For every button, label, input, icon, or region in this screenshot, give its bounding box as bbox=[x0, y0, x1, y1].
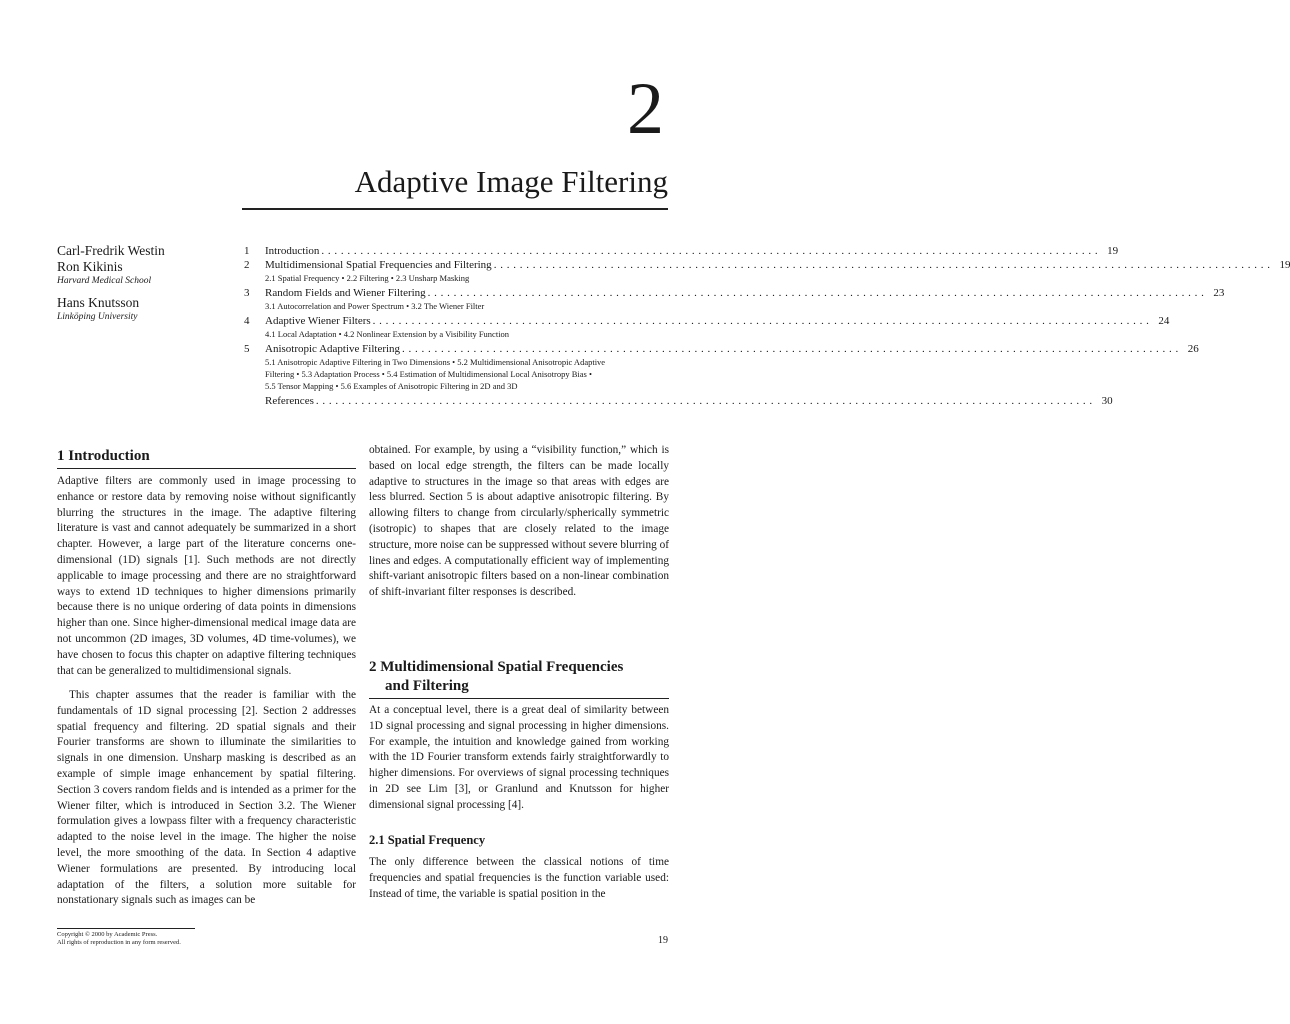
toc-number: 1 bbox=[244, 245, 250, 257]
toc-subentries: 5.1 Anisotropic Adaptive Filtering in Two Dimensions • 5.2 Multidimensional Anisotropic Adaptive bbox=[265, 357, 606, 367]
toc-leader-dots: . . . . . . . . . . . . . . . . . . . . . . . . . . . . . . . . . . . . . . . . . . . . . . . . . . . . . . . . . . . . . . . . . . . . . . . . . . . . . . . . . . . . . . . . . . . . . . . . . . . . . . . . . . . . . . . . . . . . . . . . bbox=[402, 343, 1179, 355]
author-name: Carl-Fredrik Westin bbox=[57, 243, 165, 258]
toc-entry[interactable] bbox=[244, 394, 1113, 408]
toc-leader-dots: . . . . . . . . . . . . . . . . . . . . . . . . . . . . . . . . . . . . . . . . . . . . . . . . . . . . . . . . . . . . . . . . . . . . . . . . . . . . . . . . . . . . . . . . . . . . . . . . . . . . . . . . . . . . . . . . . . . . . . . . bbox=[321, 245, 1099, 257]
toc-title: Adaptive Wiener Filters bbox=[265, 315, 371, 327]
author-name: Hans Knutsson bbox=[57, 295, 140, 310]
toc-number: 2 bbox=[244, 259, 250, 271]
toc-page: 30 bbox=[1101, 395, 1113, 407]
toc-leader-dots: . . . . . . . . . . . . . . . . . . . . . . . . . . . . . . . . . . . . . . . . . . . . . . . . . . . . . . . . . . . . . . . . . . . . . . . . . . . . . . . . . . . . . . . . . . . . . . . . . . . . . . . . . . . . . . . . . . . . . . . . bbox=[372, 315, 1150, 327]
toc-page: 19 bbox=[1107, 245, 1119, 257]
toc-title: Anisotropic Adaptive Filtering bbox=[265, 343, 401, 355]
toc-number: 4 bbox=[244, 315, 250, 327]
toc-leader-dots: . . . . . . . . . . . . . . . . . . . . . . . . . . . . . . . . . . . . . . . . . . . . . . . . . . . . . . . . . . . . . . . . . . . . . . . . . . . . . . . . . . . . . . . . . . . . . . . . . . . . . . . . . . . . . . . . . . . . . . . . bbox=[427, 287, 1205, 299]
section-rule bbox=[369, 698, 669, 699]
body-paragraph: obtained. For example, by using a “visibility function,” which is based on local edge strength, the filters can be made locally adaptive to structures in the image so that areas with edges are less blurred. Section 5 is about adaptive anisotropic filtering. By allowing filters to change from circularly/spherically symmetric (isotropic) to shapes that are closely related to the image structure, more noise can be suppressed without severe blurring of lines and edges. A computationally efficient way of implementing shift-variant anisotropic filters based on a non-linear combination of shift-invariant filter responses is described. bbox=[369, 444, 669, 599]
toc-subentries: 3.1 Autocorrelation and Power Spectrum • 3.2 The Wiener Filter bbox=[265, 301, 485, 311]
chapter-title: Adaptive Image Filtering bbox=[354, 164, 668, 199]
author-name: Ron Kikinis bbox=[57, 259, 123, 274]
toc-entry[interactable] bbox=[244, 258, 1290, 272]
section-heading: 1 Introduction bbox=[57, 448, 150, 464]
toc-leader-dots: . . . . . . . . . . . . . . . . . . . . . . . . . . . . . . . . . . . . . . . . . . . . . . . . . . . . . . . . . . . . . . . . . . . . . . . . . . . . . . . . . . . . . . . . . . . . . . . . . . . . . . . . . . . . . . . . . . . . . . . . bbox=[315, 395, 1093, 407]
toc-entry[interactable] bbox=[244, 244, 1119, 258]
toc-title: Multidimensional Spatial Frequencies and Filtering bbox=[265, 259, 492, 271]
chapter-number: 2 bbox=[627, 68, 664, 150]
toc-entry[interactable] bbox=[244, 286, 1225, 300]
section-heading: and Filtering bbox=[385, 678, 469, 694]
subsection-heading: 2.1 Spatial Frequency bbox=[369, 833, 486, 847]
table-of-contents bbox=[244, 244, 1290, 408]
toc-title: Random Fields and Wiener Filtering bbox=[265, 287, 426, 299]
copyright-line: Copyright © 2000 by Academic Press. bbox=[57, 931, 158, 938]
rights-line: All rights of reproduction in any form reserved. bbox=[57, 939, 181, 946]
footnote-rule bbox=[57, 928, 195, 929]
section-rule bbox=[57, 468, 356, 469]
toc-number: 5 bbox=[244, 343, 250, 355]
body-paragraph: The only difference between the classical notions of time frequencies and spatial frequencies is the function variable used: Instead of time, the variable is spatial position in the bbox=[369, 856, 669, 900]
author-block bbox=[57, 243, 237, 323]
author-institution: Harvard Medical School bbox=[57, 276, 152, 286]
toc-title: Introduction bbox=[265, 245, 320, 257]
copyright-notice bbox=[57, 931, 257, 947]
page-number: 19 bbox=[658, 935, 668, 946]
toc-entry[interactable] bbox=[244, 314, 1170, 328]
body-paragraph: At a conceptual level, there is a great deal of similarity between 1D signal processing and signal processing in higher dimensions. For example, the intuition and knowledge gained from working with the 1D Fourier transform extends fairly straightforwardly to higher dimensions. For overviews of signal processing techniques in 2D see Lim [3], or Granlund and Knutsson for higher dimensional signal processing [4]. bbox=[369, 704, 669, 811]
toc-leader-dots: . . . . . . . . . . . . . . . . . . . . . . . . . . . . . . . . . . . . . . . . . . . . . . . . . . . . . . . . . . . . . . . . . . . . . . . . . . . . . . . . . . . . . . . . . . . . . . . . . . . . . . . . . . . . . . . . . . . . . . . . bbox=[493, 259, 1271, 271]
author-institution: Linköping University bbox=[57, 312, 138, 322]
body-paragraph: Adaptive filters are commonly used in image processing to enhance or restore data by removing noise without significantly blurring the structures in the image. The adaptive filtering literature is vast and cannot adequately be summarized in a short chapter. However, a large part of the literature concerns one-dimensional (1D) signals [1]. Such methods are not directly applicable to image processing and there are no straightforward ways to extend 1D techniques to higher dimensions primarily because there is no unique ordering of data points in dimensions higher than one. Since higher-dimensional medical image data are not uncommon (2D images, 3D volumes, 4D time-volumes), we have chosen to focus this chapter on adaptive filtering techniques that can be generalized to multidimensional signals. bbox=[57, 475, 356, 677]
toc-subentries: Filtering • 5.3 Adaptation Process • 5.4 Estimation of Multidimensional Local Anisotropy Bias • bbox=[265, 369, 592, 379]
toc-title: References bbox=[265, 395, 314, 407]
toc-number: 3 bbox=[244, 287, 250, 299]
title-rule bbox=[242, 208, 668, 210]
section-heading: 2 Multidimensional Spatial Frequencies bbox=[369, 659, 624, 675]
toc-page: 19 bbox=[1279, 259, 1290, 271]
toc-page: 26 bbox=[1187, 343, 1199, 355]
toc-page: 24 bbox=[1158, 315, 1170, 327]
toc-page: 23 bbox=[1213, 287, 1225, 299]
toc-subentries: 4.1 Local Adaptation • 4.2 Nonlinear Extension by a Visibility Function bbox=[265, 329, 510, 339]
toc-entry[interactable] bbox=[244, 342, 1199, 356]
toc-subentries: 2.1 Spatial Frequency • 2.2 Filtering • 2.3 Unsharp Masking bbox=[265, 273, 470, 283]
body-paragraph: This chapter assumes that the reader is familiar with the fundamentals of 1D signal processing [2]. Section 2 addresses spatial frequency and filtering. 2D spatial signals and their Fourier transforms are shown to illuminate the similarities to signals in one dimension. Unsharp masking is described as an example of simple image enhancement by spatial filtering. Section 3 covers random fields and is intended as a primer for the Wiener filter, which is introduced in Section 3.2. The Wiener formulation gives a lowpass filter with a frequency characteristic adapted to the noise level in the image. The higher the noise level, the more smoothing of the data. In Section 4 adaptive Wiener formulations are presented. By introducing local adaptation of the filters, a solution more suitable for nonstationary signals such as images can be bbox=[57, 689, 356, 907]
toc-subentries: 5.5 Tensor Mapping • 5.6 Examples of Anisotropic Filtering in 2D and 3D bbox=[265, 381, 518, 391]
